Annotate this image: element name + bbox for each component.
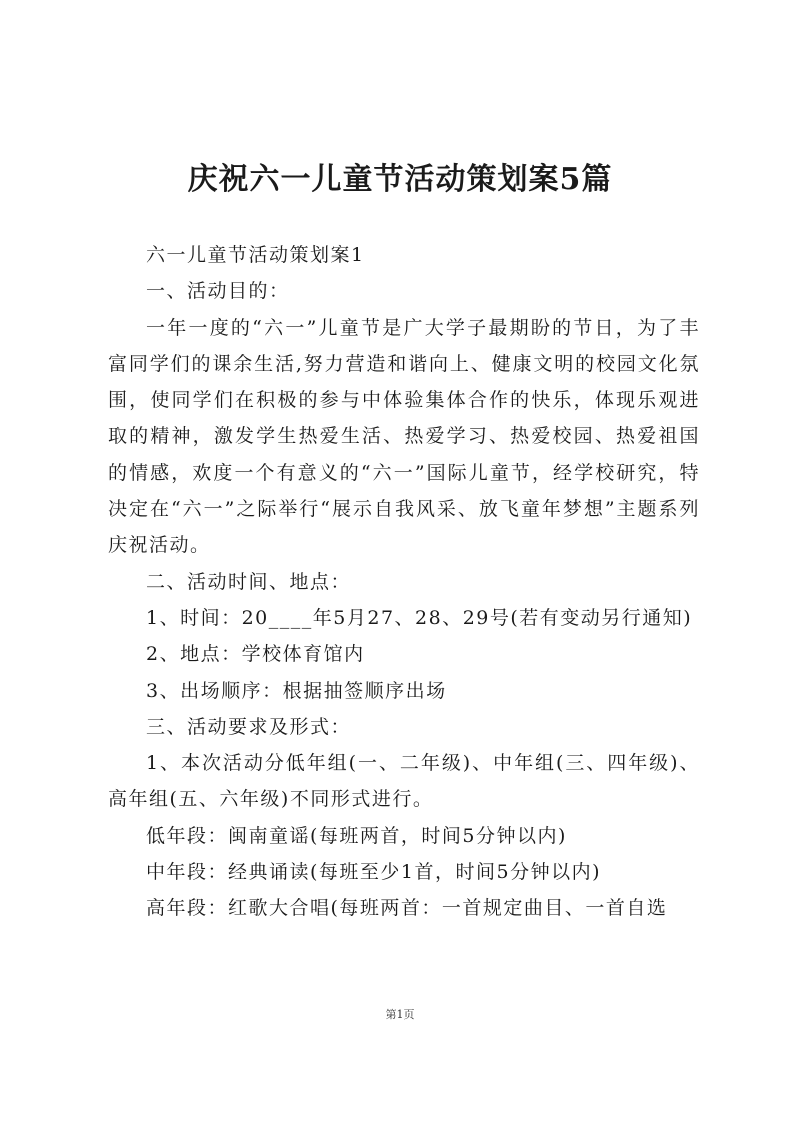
- paragraph-time: 1、时间：20____年5月27、28、29号(若有变动另行通知): [146, 606, 693, 629]
- paragraph-purpose-text: 一年一度的“六一”儿童节是广大学子最期盼的节日，为了丰富同学们的课余生活,努力营造和谐向上、健康文明的校园文化氛围，使同学们在积极的参与中体验集体合作的快乐，体现乐观进取的精神，激发学生热爱生活、热爱学习、热爱校园、热爱祖国的情感，欢度一个有意义的“六一”国际儿童节，经学校研究，特决定在“六一”之际举行“展示自我风采、放飞童年梦想”主题系列庆祝活动。: [108, 316, 700, 557]
- paragraph-section-requirements: 三、活动要求及形式：: [146, 715, 352, 738]
- paragraph-mid-grade: 中年段：经典诵读(每班至少1首，时间5分钟以内): [146, 861, 602, 884]
- paragraph-order: 3、出场顺序：根据抽签顺序出场: [146, 679, 447, 702]
- page-number: 第1页: [385, 1008, 415, 1021]
- document-title: 庆祝六一儿童节活动策划案5篇: [187, 162, 613, 197]
- paragraph-groups: 1、本次活动分低年组(一、二年级)、中年组(三、四年级)、高年组(五、六年级)不同形式进行。: [108, 752, 700, 811]
- paragraph-section-purpose: 一、活动目的：: [146, 280, 290, 303]
- paragraph-low-grade: 低年段：闽南童谣(每班两首，时间5分钟以内): [146, 824, 567, 847]
- paragraph-section-time-place: 二、活动时间、地点：: [146, 570, 352, 593]
- paragraph-heading-plan: 六一儿童节活动策划案1: [146, 244, 365, 266]
- document-body: [108, 237, 700, 927]
- paragraph-place: 2、地点：学校体育馆内: [146, 643, 365, 666]
- paragraph-high-grade: 高年段：红歌大合唱(每班两首：一首规定曲目、一首自选: [146, 897, 668, 920]
